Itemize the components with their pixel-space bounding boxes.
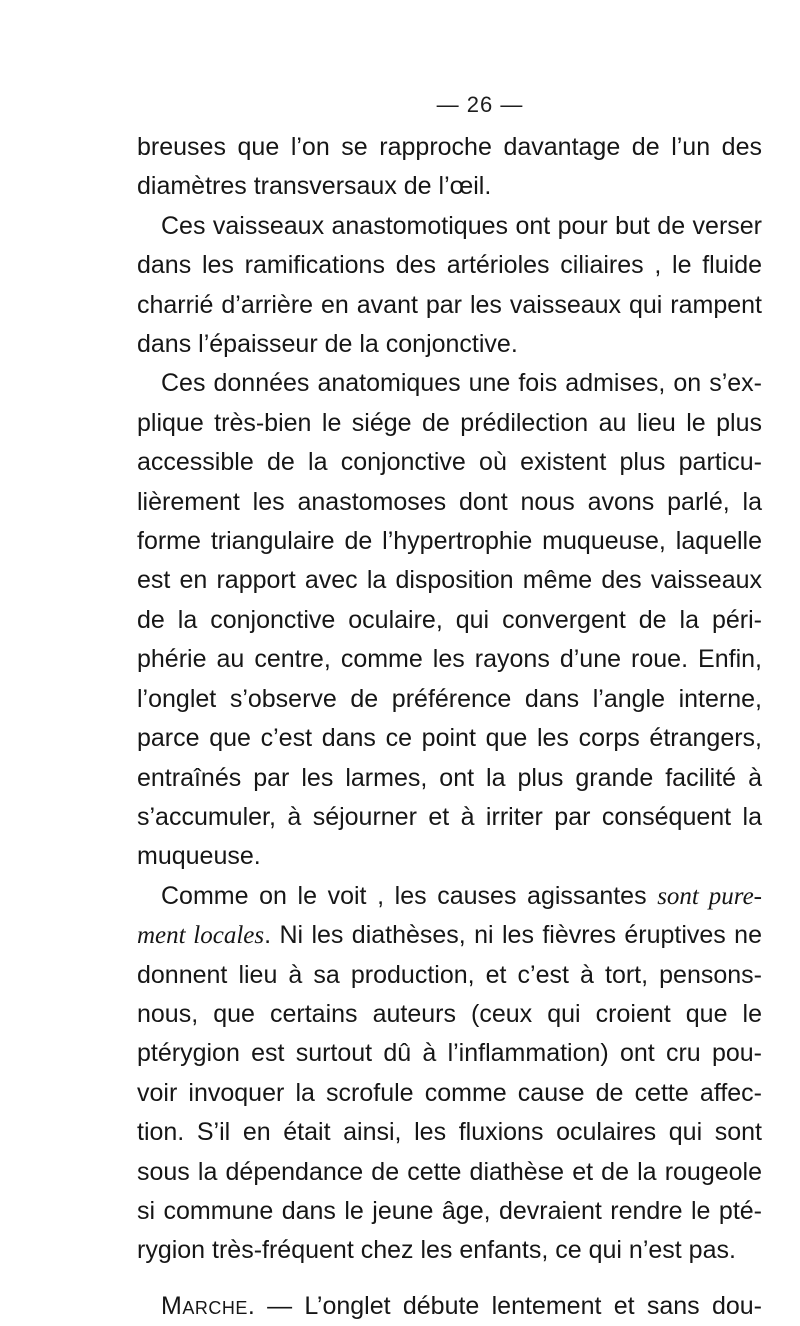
- text-line: s’accumuler, à séjourner et à irriter par conséquent la: [137, 802, 762, 831]
- text-line: nous, que certains auteurs (ceux qui croient que le: [137, 999, 762, 1028]
- section-heading: Marche: [161, 1291, 248, 1320]
- text-line: phérie au centre, comme les rayons d’une roue. Enfin,: [137, 645, 762, 674]
- text-line: sous la dépendance de cette diathèse et de la rougeole: [137, 1157, 762, 1186]
- text-line: voir invoquer la scrofule comme cause de cette affec-: [137, 1078, 762, 1107]
- text-line: ptérygion est surtout dû à l’inflammation) ont cru pou-: [137, 1039, 762, 1068]
- text-line: forme triangulaire de l’hypertrophie muqueuse, laquelle: [137, 527, 762, 556]
- text-line: donnent lieu à sa production, et c’est à tort, pensons-: [137, 960, 762, 989]
- italic-text-run: sont pure-: [657, 882, 762, 910]
- text-line: muqueuse.: [137, 842, 261, 871]
- text-line: breuses que l’on se rapproche davantage de l’un des: [137, 133, 762, 161]
- text-line: dans les ramifications des artérioles ciliaires , le fluide: [137, 251, 762, 280]
- body-text: [137, 128, 762, 1326]
- text-line: de la conjonctive oculaire, qui convergent de la péri-: [137, 605, 762, 634]
- text-line: dans l’épaisseur de la conjonctive.: [137, 330, 518, 359]
- text-line: rygion très-fréquent chez les enfants, ce qui n’est pas.: [137, 1236, 736, 1265]
- text-line: accessible de la conjonctive où existent plus particu-: [137, 448, 762, 477]
- text-line: parce que c’est dans ce point que les corps étrangers,: [137, 724, 762, 753]
- text-line: Ces données anatomiques une fois admises, on s’ex-: [161, 369, 762, 398]
- text-line: plique très-bien le siége de prédilection au lieu le plus: [137, 408, 762, 437]
- text-line: [137, 916, 762, 955]
- text-line: Ces vaisseaux anastomotiques ont pour but de verser: [161, 211, 762, 240]
- text-line: est en rapport avec la disposition même des vaisseaux: [137, 566, 762, 595]
- text-line: diamètres transversaux de l’œil.: [137, 172, 492, 201]
- section-heading-line: [137, 1287, 762, 1326]
- text-line: l’onglet s’observe de préférence dans l’angle interne,: [137, 684, 762, 713]
- text-line: charrié d’arrière en avant par les vaisseaux qui rampent: [137, 290, 762, 319]
- text-line: si commune dans le jeune âge, devraient rendre le pté-: [137, 1196, 762, 1225]
- text-run: Comme on le voit , les causes agissantes: [161, 881, 658, 910]
- text-run: . Ni les diathèses, ni les fièvres éruptives ne: [264, 921, 762, 950]
- text-run: . — L’onglet débute lentement et sans dou-: [247, 1291, 762, 1320]
- text-line: [137, 877, 762, 916]
- page-number: — 26 —: [436, 92, 524, 117]
- text-line: lièrement les anastomoses dont nous avons parlé, la: [137, 487, 762, 516]
- section-gap: [137, 1271, 762, 1287]
- italic-text-run: ment locales: [137, 922, 265, 950]
- text-line: entraînés par les larmes, ont la plus grande facilité à: [137, 763, 762, 792]
- text-line: tion. S’il en était ainsi, les fluxions oculaires qui sont: [137, 1118, 762, 1147]
